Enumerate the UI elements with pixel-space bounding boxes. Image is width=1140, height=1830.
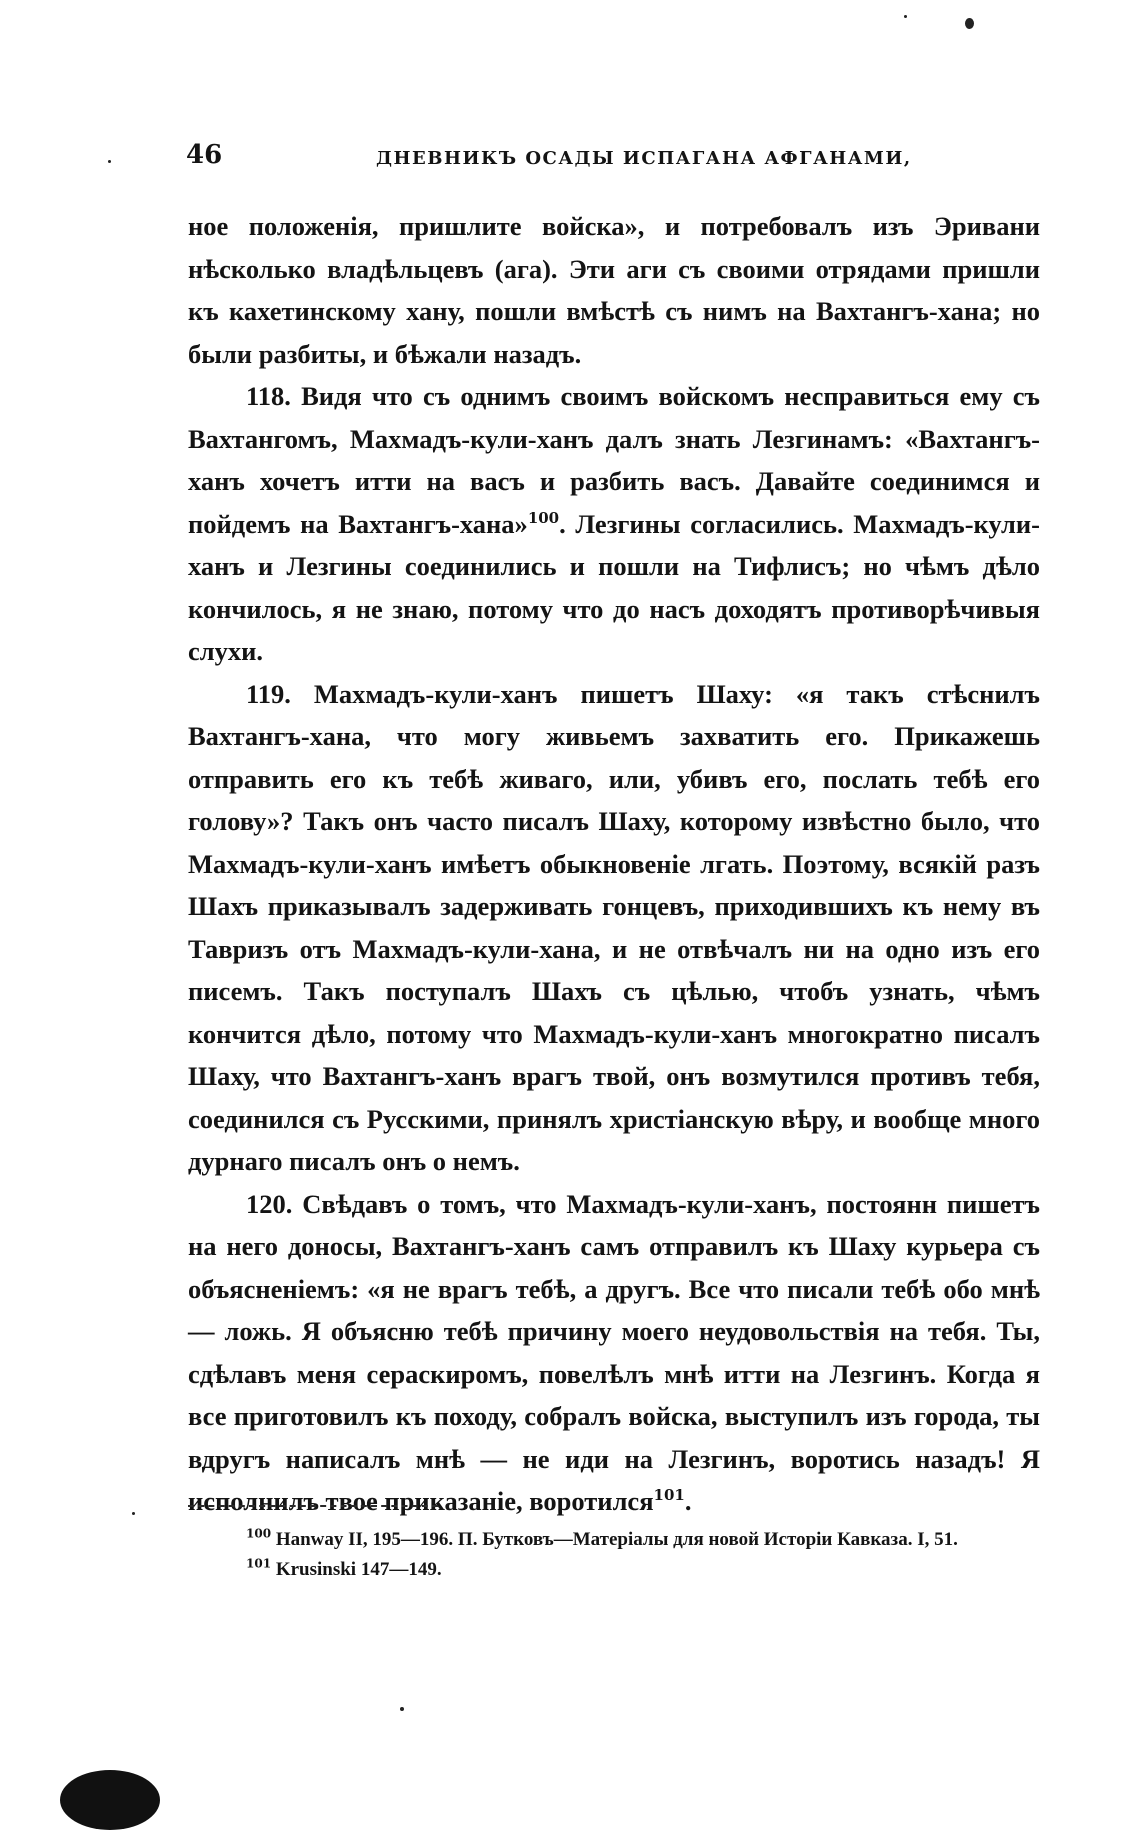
footnote-101 bbox=[188, 1555, 1040, 1585]
page-number: 46 bbox=[186, 140, 223, 170]
paragraph-continuation bbox=[188, 205, 1040, 375]
paragraph-119 bbox=[188, 673, 1040, 1183]
paragraph-text: 120. Свѣдавъ о томъ, что Махмадъ-кули-ханъ, постоянн пишетъ на него доносы, Вахтангъ-ханъ самъ отправилъ къ Шаху курьера съ объясненіемъ: «я не врагъ тебѣ, а другъ. Все что писали тебѣ обо мнѣ — ложь. Я объясню тебѣ причину моего неудовольствія на тебя. Ты, сдѣлавъ меня сераскиромъ, повелѣлъ мнѣ итти на Лезгинъ. Когда я все приготовилъ къ походу, собралъ войска, выступилъ изъ города, ты вдругъ написалъ мнѣ — не иди на Лезгинъ, воротись назадъ! Я исполнилъ твое приказаніе, воротился bbox=[188, 1188, 1040, 1516]
paragraph-text-continued: . Лезгины согласились. Махмадъ-кули-ханъ и Лезгины соединились и пошли на Тифлисъ; но чѣмъ дѣло кончилось, я не знаю, потому что до насъ доходятъ противорѣчивыя слухи. bbox=[188, 508, 1040, 666]
footnote-text: Hanway II, 195—196. П. Бутковъ—Матеріалы для новой Исторіи Кавказа. I, 51. bbox=[275, 1529, 958, 1550]
scan-speck bbox=[108, 160, 111, 163]
paragraph-118 bbox=[188, 375, 1040, 673]
scan-speck bbox=[400, 1707, 404, 1711]
paragraph-text: 119. Махмадъ-кули-ханъ пишетъ Шаху: «я такъ стѣснилъ Вахтангъ-хана, что могу живьемъ захватить его. Прикажешь отправить его къ тебѣ живаго, или, убивъ его, послать тебѣ его голову»? Такъ онъ часто писалъ Шаху, которому извѣстно было, что Махмадъ-кули-ханъ имѣетъ обыкновеніе лгать. Поэтому, всякій разъ Шахъ приказывалъ задерживать гонцевъ, приходившихъ къ нему въ Тавризъ отъ Махмадъ-кули-хана, и не отвѣчалъ ни на одно изъ его писемъ. Такъ поступалъ Шахъ съ цѣлью, чтобъ узнать, чѣмъ кончится дѣло, потому что Махмадъ-кули-ханъ многократно писалъ Шаху, что Вахтангъ-ханъ врагъ твой, онъ возмутился противъ тебя, соединился съ Русскими, принялъ христіанскую вѣру, и вообще много дурнаго писалъ онъ о немъ. bbox=[188, 678, 1040, 1176]
running-title: ДНЕВНИКЪ ОСАДЫ ИСПАГАНА АФГАНАМИ, bbox=[376, 148, 912, 169]
paragraph-text: 118. Видя что съ однимъ своимъ войскомъ несправиться ему съ Вахтангомъ, Махмадъ-кули-ханъ далъ знать Лезгинамъ: «Вахтангъ-ханъ хочетъ итти на васъ и разбить васъ. Давайте соединимся и пойдемъ на Вахтангъ-хана» bbox=[188, 381, 1040, 539]
scan-speck bbox=[904, 15, 907, 18]
paragraph-text: ное положенія, пришлите войска», и потребовалъ изъ Эривани нѣсколько владѣльцевъ (ага). Эти аги съ своими отрядами пришли къ кахетинскому хану, пошли вмѣстѣ съ нимъ на Вахтангъ-хана; но были разбиты, и бѣжали назадъ. bbox=[188, 211, 1040, 369]
footnote-100 bbox=[188, 1525, 1040, 1555]
footnote-ref-101[interactable]: 101 bbox=[653, 1486, 685, 1505]
footnotes bbox=[188, 1525, 1040, 1585]
scan-blot bbox=[60, 1770, 160, 1830]
footnote-number: 101 bbox=[246, 1556, 272, 1571]
paragraph-text-continued: . bbox=[684, 1486, 692, 1516]
body-text bbox=[188, 205, 1040, 1523]
page-header bbox=[186, 140, 1046, 180]
paragraph-120 bbox=[188, 1183, 1040, 1523]
footnote-divider bbox=[188, 1505, 438, 1507]
footnote-text: Krusinski 147—149. bbox=[275, 1559, 442, 1580]
scan-speck bbox=[132, 1512, 135, 1515]
footnote-ref-100[interactable]: 100 bbox=[527, 508, 560, 527]
footnote-number: 100 bbox=[246, 1526, 272, 1541]
scan-speck bbox=[965, 18, 974, 29]
